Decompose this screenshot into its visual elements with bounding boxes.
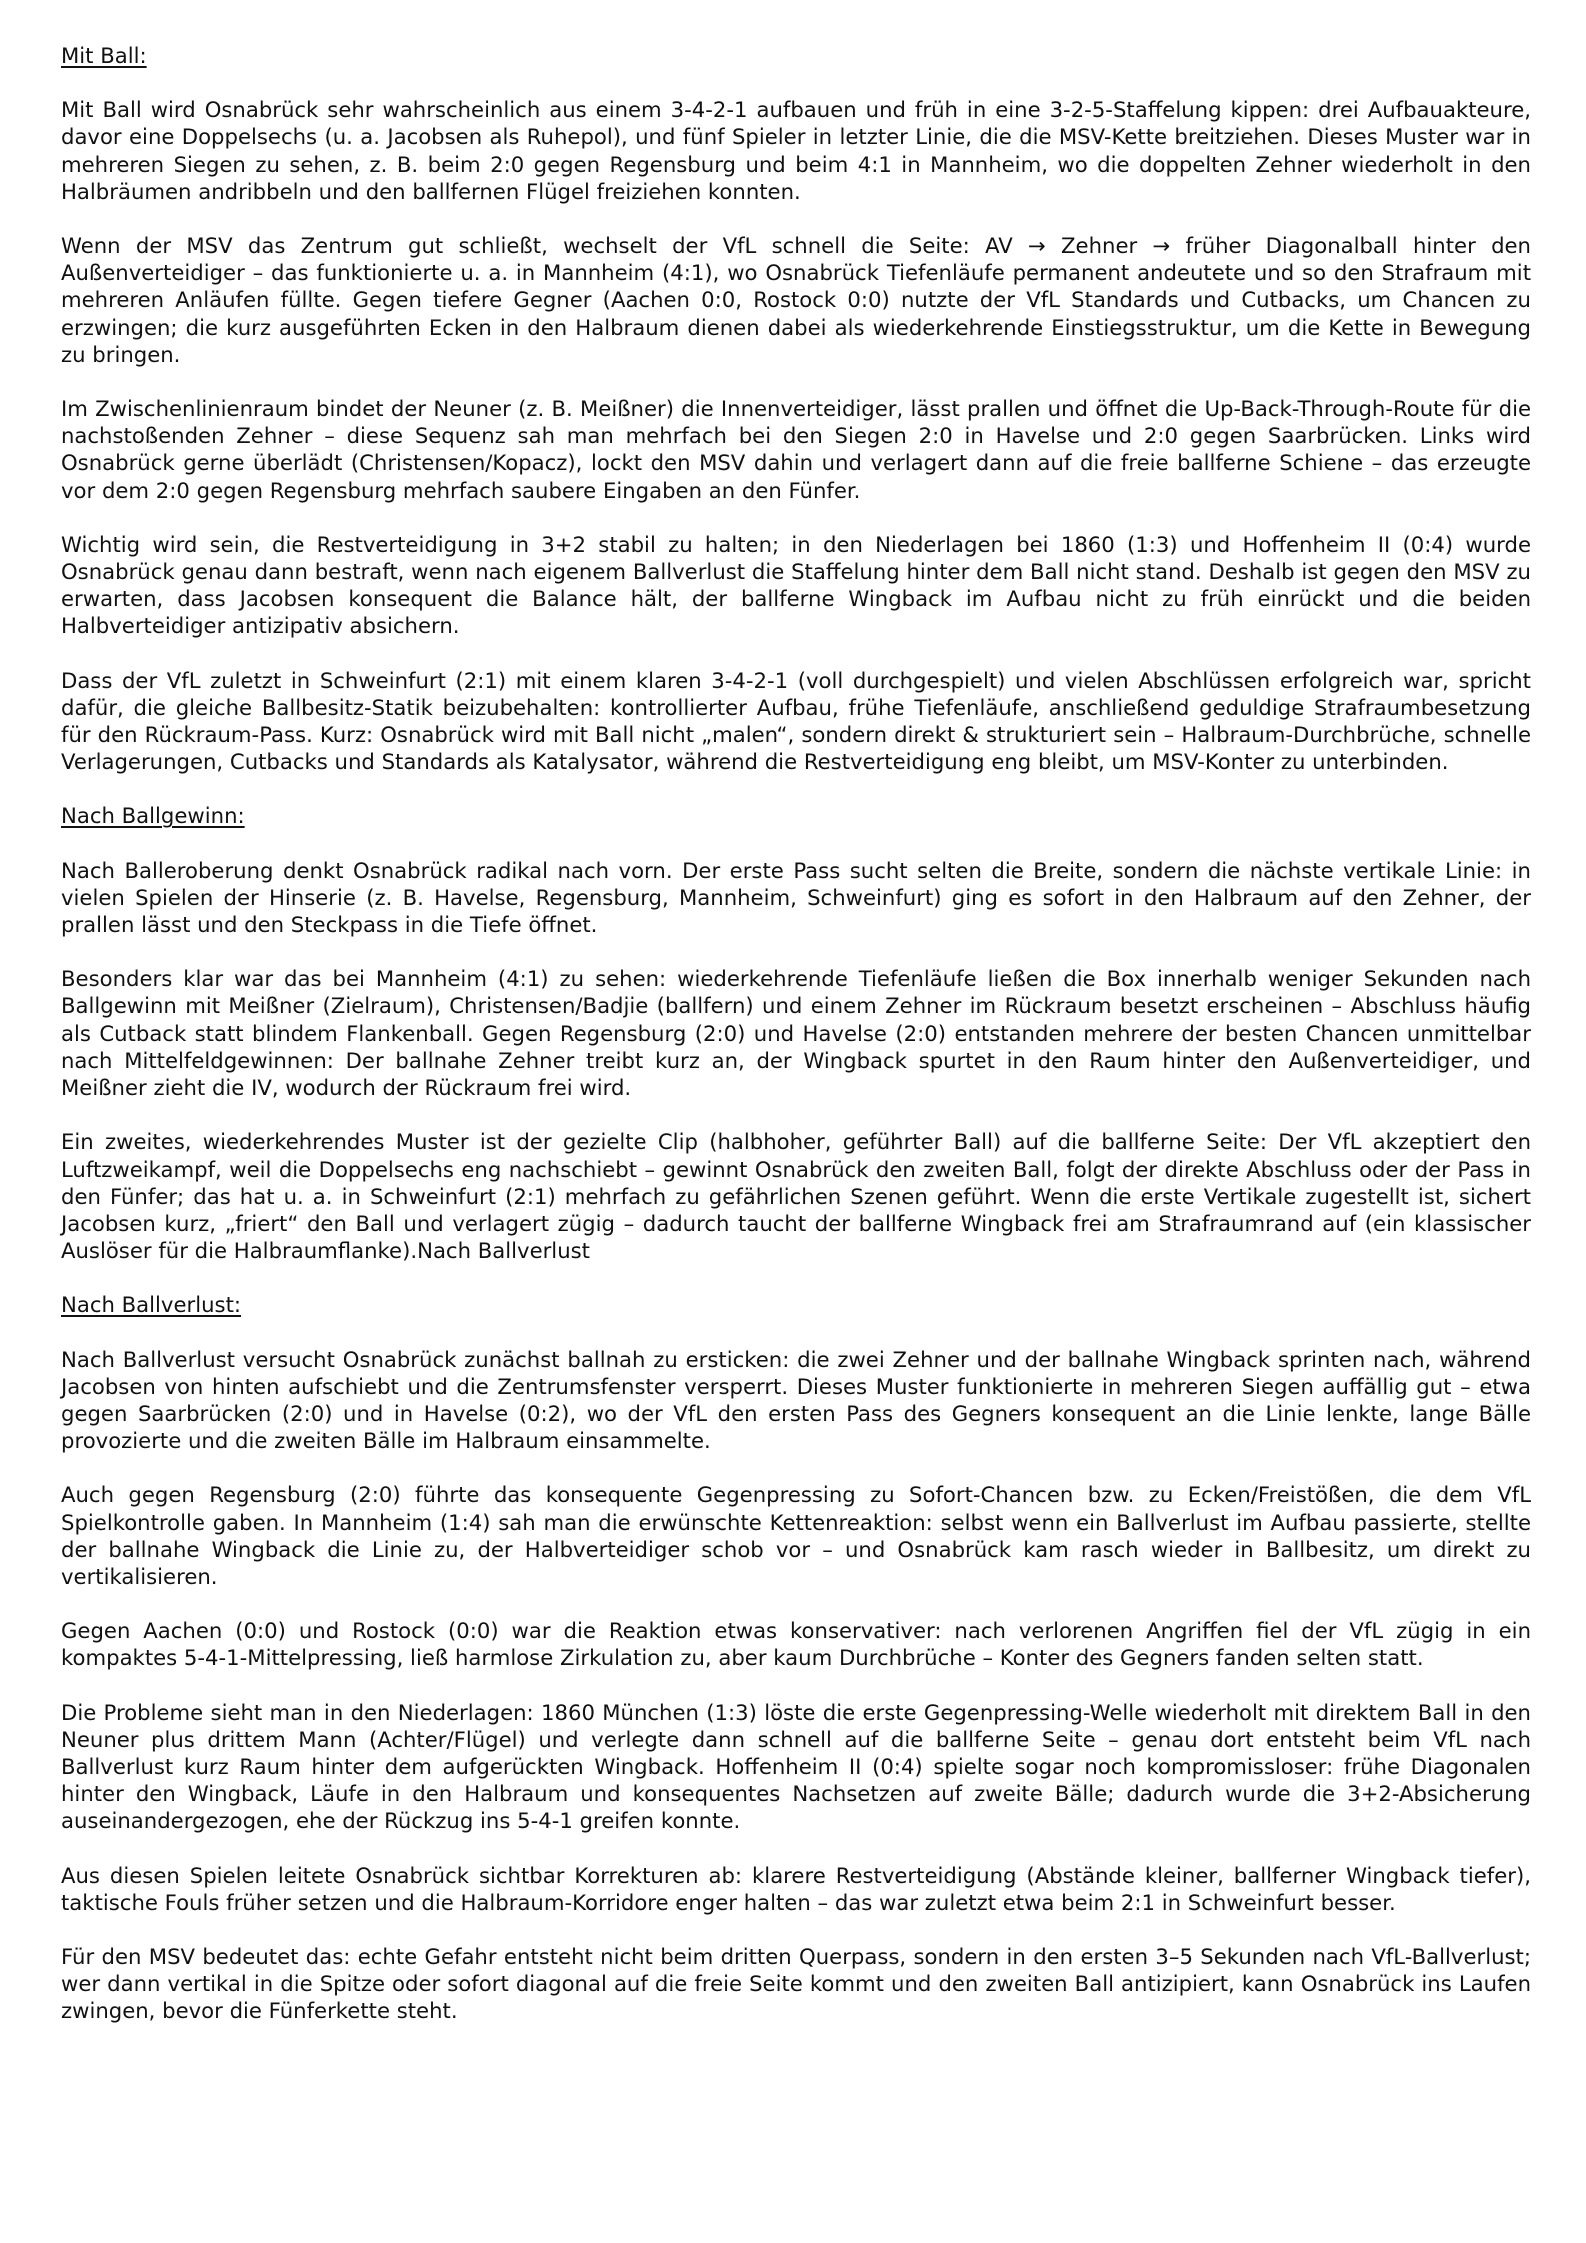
- section-heading: Nach Ballgewinn:: [61, 803, 245, 829]
- paragraph: Für den MSV bedeutet das: echte Gefahr entsteht nicht beim dritten Querpass, sondern in den ersten 3–5 Sekunden nach VfL-Ballverlust; wer dann vertikal in die Spitze oder sofort diagonal auf die freie Seite kommt und den zweiten Ball antizipiert, kann Osnabrück ins Laufen zwingen, bevor die Fünferkette steht.: [61, 1943, 1531, 2024]
- section-mit-ball: [61, 42, 1531, 775]
- section-heading: Nach Ballverlust:: [61, 1292, 242, 1318]
- paragraph: Aus diesen Spielen leitete Osnabrück sichtbar Korrekturen ab: klarere Restverteidigung (Abstände kleiner, ballferner Wingback tiefer), taktische Fouls früher setzen und die Halbraum-Korridore enger halten – das war zuletzt etwa beim 2:1 in Schweinfurt besser.: [61, 1862, 1531, 1915]
- section-nach-ballverlust: [61, 1291, 1531, 2024]
- paragraph: Dass der VfL zuletzt in Schweinfurt (2:1) mit einem klaren 3-4-2-1 (voll durchgespielt) und vielen Abschlüssen erfolgreich war, spricht dafür, die gleiche Ballbesitz-Statik beizubehalten: kontrollierter Aufbau, frühe Tiefenläufe, anschließend geduldige Strafraumbesetzung für den Rückraum-Pass. Kurz: Osnabrück wird mit Ball nicht „malen“, sondern direkt & strukturiert sein – Halbraum-Durchbrüche, schnelle Verlagerungen, Cutbacks und Standards als Katalysator, während die Restverteidigung eng bleibt, um MSV-Konter zu unterbinden.: [61, 667, 1531, 775]
- paragraph: Besonders klar war das bei Mannheim (4:1) zu sehen: wiederkehrende Tiefenläufe ließen die Box innerhalb weniger Sekunden nach Ballgewinn mit Meißner (Zielraum), Christensen/Badjie (ballfern) und einem Zehner im Rückraum besetzt erscheinen – Abschluss häufig als Cutback statt blindem Flankenball. Gegen Regensburg (2:0) und Havelse (2:0) entstanden mehrere der besten Chancen unmittelbar nach Mittelfeldgewinnen: Der ballnahe Zehner treibt kurz an, der Wingback spurtet in den Raum hinter den Außenverteidiger, und Meißner zieht die IV, wodurch der Rückraum frei wird.: [61, 966, 1531, 1101]
- paragraph: Auch gegen Regensburg (2:0) führte das konsequente Gegenpressing zu Sofort-Chancen bzw. zu Ecken/Freistößen, die dem VfL Spielkontrolle gaben. In Mannheim (1:4) sah man die erwünschte Kettenreaktion: selbst wenn ein Ballverlust im Aufbau passierte, stellte der ballnahe Wingback die Linie zu, der Halbverteidiger schob vor – und Osnabrück kam rasch wieder in Ballbesitz, um direkt zu vertikalisieren.: [61, 1482, 1531, 1589]
- paragraph: Gegen Aachen (0:0) und Rostock (0:0) war die Reaktion etwas konservativer: nach verlorenen Angriffen fiel der VfL zügig in ein kompaktes 5-4-1-Mittelpressing, ließ harmlose Zirkulation zu, aber kaum Durchbrüche – Konter des Gegners fanden selten statt.: [61, 1618, 1531, 1671]
- paragraph: Nach Ballverlust versucht Osnabrück zunächst ballnah zu ersticken: die zwei Zehner und der ballnahe Wingback sprinten nach, während Jacobsen von hinten aufschiebt und die Zentrumsfenster versperrt. Dieses Muster funktionierte in mehreren Siegen auffällig gut – etwa gegen Saarbrücken (2:0) und in Havelse (0:2), wo der VfL den ersten Pass des Gegners konsequent an die Linie lenkte, lange Bälle provozierte und die zweiten Bälle im Halbraum einsammelte.: [61, 1346, 1531, 1454]
- paragraph: Wichtig wird sein, die Restverteidigung in 3+2 stabil zu halten; in den Niederlagen bei 1860 (1:3) und Hoffenheim II (0:4) wurde Osnabrück genau dann bestraft, wenn nach eigenem Ballverlust die Staffelung hinter dem Ball nicht stand. Deshalb ist gegen den MSV zu erwarten, dass Jacobsen konsequent die Balance hält, der ballferne Wingback im Aufbau nicht zu früh einrückt und die beiden Halbverteidiger antizipativ absichern.: [61, 531, 1531, 639]
- paragraph: Die Probleme sieht man in den Niederlagen: 1860 München (1:3) löste die erste Gegenpressing-Welle wiederholt mit direktem Ball in den Neuner plus drittem Mann (Achter/Flügel) und verlegte dann schnell auf die ballferne Seite – genau dort entsteht beim VfL nach Ballverlust kurz Raum hinter dem aufgerückten Wingback. Hoffenheim II (0:4) spielte sogar noch kompromissloser: frühe Diagonalen hinter den Wingback, Läufe in den Halbraum und konsequentes Nachsetzen auf zweite Bälle; dadurch wurde die 3+2-Absicherung auseinandergezogen, ehe der Rückzug ins 5-4-1 greifen konnte.: [61, 1699, 1531, 1834]
- paragraph: Wenn der MSV das Zentrum gut schließt, wechselt der VfL schnell die Seite: AV → Zehner → früher Diagonalball hinter den Außenverteidiger – das funktionierte u. a. in Mannheim (4:1), wo Osnabrück Tiefenläufe permanent andeutete und so den Strafraum mit mehreren Anläufen füllte. Gegen tiefere Gegner (Aachen 0:0, Rostock 0:0) nutzte der VfL Standards und Cutbacks, um Chancen zu erzwingen; die kurz ausgeführten Ecken in den Halbraum dienen dabei als wiederkehrende Einstiegsstruktur, um die Kette in Bewegung zu bringen.: [61, 233, 1531, 367]
- paragraph: Nach Balleroberung denkt Osnabrück radikal nach vorn. Der erste Pass sucht selten die Breite, sondern die nächste vertikale Linie: in vielen Spielen der Hinserie (z. B. Havelse, Regensburg, Mannheim, Schweinfurt) ging es sofort in den Halbraum auf den Zehner, der prallen lässt und den Steckpass in die Tiefe öffnet.: [61, 857, 1531, 938]
- paragraph: Ein zweites, wiederkehrendes Muster ist der gezielte Clip (halbhoher, geführter Ball) auf die ballferne Seite: Der VfL akzeptiert den Luftzweikampf, weil die Doppelsechs eng nachschiebt – gewinnt Osnabrück den zweiten Ball, folgt der direkte Abschluss oder der Pass in den Fünfer; das hat u. a. in Schweinfurt (2:1) mehrfach zu gefährlichen Szenen geführt. Wenn die erste Vertikale zugestellt ist, sichert Jacobsen kurz, „friert“ den Ball und verlagert zügig – dadurch taucht der ballferne Wingback frei am Strafraumrand auf (ein klassischer Auslöser für die Halbraumflanke).Nach Ballverlust: [61, 1129, 1531, 1264]
- document-page: [61, 42, 1531, 2052]
- section-nach-ballgewinn: [61, 802, 1531, 1264]
- paragraph: Mit Ball wird Osnabrück sehr wahrscheinlich aus einem 3-4-2-1 aufbauen und früh in eine 3-2-5-Staffelung kippen: drei Aufbauakteure, davor eine Doppelsechs (u. a. Jacobsen als Ruhepol), und fünf Spieler in letzter Linie, die die MSV-Kette breitziehen. Dieses Muster war in mehreren Siegen zu sehen, z. B. beim 2:0 gegen Regensburg und beim 4:1 in Mannheim, wo die doppelten Zehner wiederholt in den Halbräumen andribbeln und den ballfernen Flügel freiziehen konnten.: [61, 97, 1531, 204]
- paragraph: Im Zwischenlinienraum bindet der Neuner (z. B. Meißner) die Innenverteidiger, lässt prallen und öffnet die Up-Back-Through-Route für die nachstoßenden Zehner – diese Sequenz sah man mehrfach bei den Siegen 2:0 in Havelse und 2:0 gegen Saarbrücken. Links wird Osnabrück gerne überlädt (Christensen/Kopacz), lockt den MSV dahin und verlagert dann auf die freie ballferne Schiene – das erzeugte vor dem 2:0 gegen Regensburg mehrfach saubere Eingaben an den Fünfer.: [61, 396, 1531, 503]
- section-heading: Mit Ball:: [61, 43, 147, 68]
